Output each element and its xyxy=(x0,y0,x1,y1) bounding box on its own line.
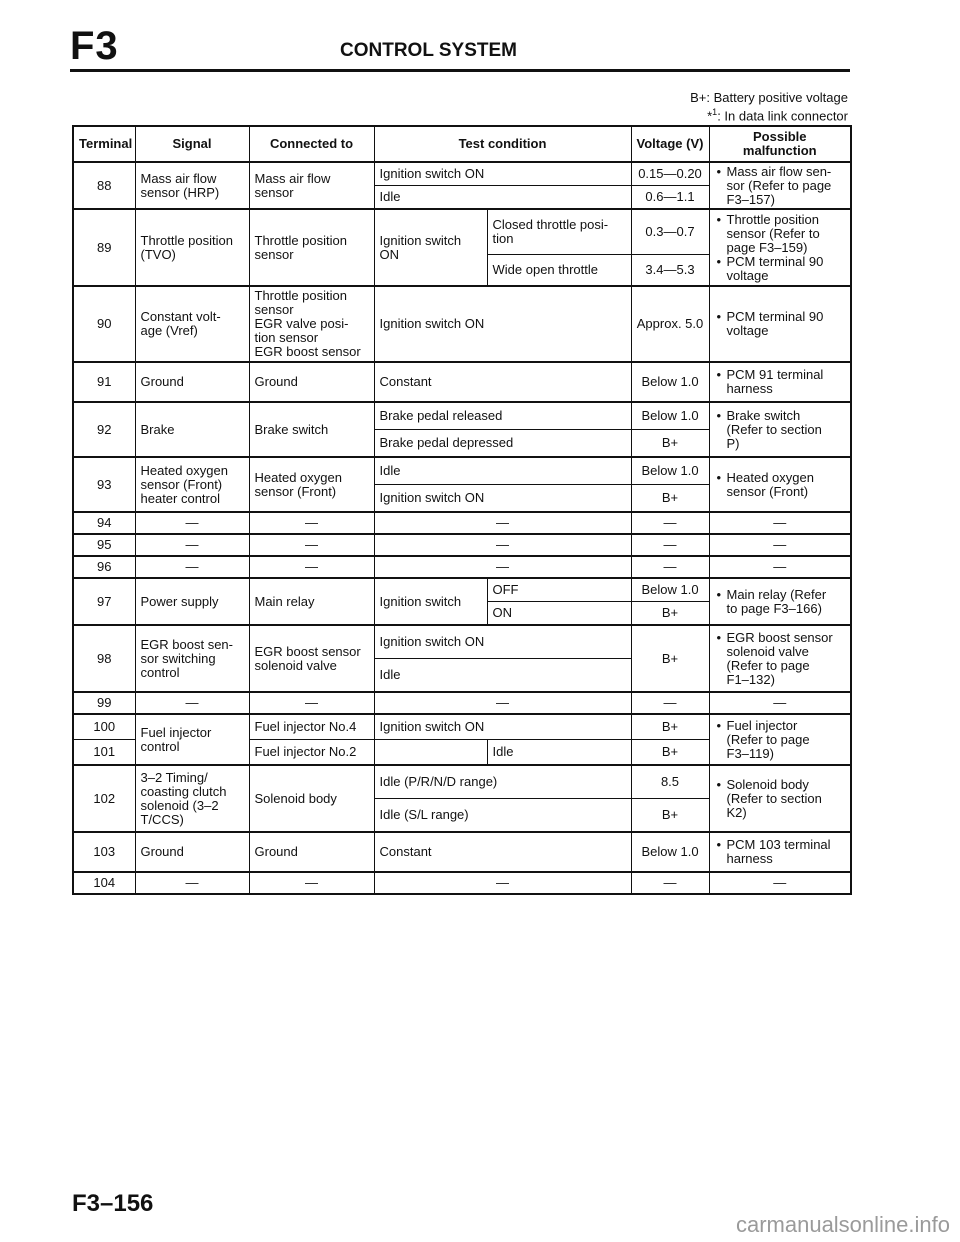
connected-cell: — xyxy=(249,534,374,556)
connected-cell: — xyxy=(249,512,374,534)
col-malfunction: Possible malfunction xyxy=(709,126,851,162)
malfunction-cell: — xyxy=(709,872,851,894)
condition-cell: Idle (P/R/N/D range) xyxy=(374,765,631,799)
connected-cell: — xyxy=(249,872,374,894)
col-connected-to: Connected to xyxy=(249,126,374,162)
malfunction-item: • Heated oxygen sensor (Front) xyxy=(727,471,846,499)
terminal-cell: 89 xyxy=(73,209,135,286)
connected-cell: Fuel injector No.4 xyxy=(249,714,374,740)
condition-cell: — xyxy=(374,692,631,714)
table-row xyxy=(73,625,851,659)
note-mark: * xyxy=(707,108,713,124)
table-row xyxy=(73,765,851,799)
voltage-cell: 0.3—0.7 xyxy=(631,209,709,255)
malfunction-cell xyxy=(709,625,851,692)
voltage-cell: B+ xyxy=(631,799,709,833)
condition-cell: Ignition switch ON xyxy=(374,625,631,659)
terminal-cell: 93 xyxy=(73,457,135,512)
condition-cell: Ignition switch ON xyxy=(374,162,631,186)
connected-cell: Main relay xyxy=(249,578,374,625)
connected-cell: Throttle position sensor xyxy=(249,209,374,286)
signal-cell: — xyxy=(135,692,249,714)
col-terminal: Terminal xyxy=(73,126,135,162)
voltage-cell: 3.4—5.3 xyxy=(631,255,709,287)
condition-cell: — xyxy=(374,872,631,894)
subcondition-cell: Wide open throttle xyxy=(487,255,631,287)
connected-cell: Heated oxygen sensor (Front) xyxy=(249,457,374,512)
terminal-cell: 100 xyxy=(73,714,135,740)
connected-cell: — xyxy=(249,556,374,578)
condition-cell: Ignition switch ON xyxy=(374,209,487,286)
malfunction-item: • Mass air flow sen- sor (Refer to page F3–157) xyxy=(727,165,846,207)
terminal-cell: 102 xyxy=(73,765,135,832)
condition-cell: Ignition switch xyxy=(374,578,487,625)
table-row xyxy=(73,402,851,430)
signal-cell: Brake xyxy=(135,402,249,457)
header-rule xyxy=(70,69,850,72)
signal-cell: Ground xyxy=(135,832,249,872)
signal-cell: — xyxy=(135,534,249,556)
connected-cell: — xyxy=(249,692,374,714)
terminal-cell: 90 xyxy=(73,286,135,362)
note-text: : In data link connector xyxy=(717,108,848,124)
note-data-link xyxy=(690,105,848,123)
malfunction-item: • Main relay (Refer to page F3–166) xyxy=(727,588,846,616)
signal-cell: — xyxy=(135,512,249,534)
condition-cell: Constant xyxy=(374,362,631,402)
malfunction-cell xyxy=(709,765,851,832)
malfunction-cell xyxy=(709,832,851,872)
subcondition-cell: Idle xyxy=(487,740,631,766)
terminal-cell: 92 xyxy=(73,402,135,457)
malfunction-cell xyxy=(709,162,851,209)
connected-cell: Solenoid body xyxy=(249,765,374,832)
voltage-cell: B+ xyxy=(631,485,709,513)
terminal-cell: 98 xyxy=(73,625,135,692)
table-row xyxy=(73,534,851,556)
terminal-cell: 99 xyxy=(73,692,135,714)
connected-cell: Throttle position sensor EGR valve posi- tion sensor EGR boost sensor xyxy=(249,286,374,362)
malfunction-cell xyxy=(709,286,851,362)
section-code: F3 xyxy=(70,24,119,68)
table-row xyxy=(73,714,851,740)
malfunction-item: • Solenoid body (Refer to section K2) xyxy=(727,778,846,820)
condition-cell: Brake pedal released xyxy=(374,402,631,430)
voltage-cell: — xyxy=(631,872,709,894)
signal-cell: Ground xyxy=(135,362,249,402)
malfunction-cell: — xyxy=(709,556,851,578)
table-row xyxy=(73,162,851,186)
signal-cell: Mass air flow sensor (HRP) xyxy=(135,162,249,209)
terminal-cell: 91 xyxy=(73,362,135,402)
terminal-cell: 97 xyxy=(73,578,135,625)
connected-cell: Mass air flow sensor xyxy=(249,162,374,209)
voltage-cell: — xyxy=(631,534,709,556)
malfunction-cell xyxy=(709,209,851,286)
voltage-cell: B+ xyxy=(631,740,709,766)
table-row xyxy=(73,872,851,894)
voltage-cell: — xyxy=(631,512,709,534)
terminal-cell: 88 xyxy=(73,162,135,209)
col-test-condition: Test condition xyxy=(374,126,631,162)
col-signal: Signal xyxy=(135,126,249,162)
voltage-cell: B+ xyxy=(631,602,709,626)
condition-cell: Ignition switch ON xyxy=(374,714,631,740)
malfunction-item: • PCM 103 terminal harness xyxy=(727,838,846,866)
condition-cell: Idle xyxy=(374,186,631,210)
table-header-row xyxy=(73,126,851,162)
voltage-cell: Below 1.0 xyxy=(631,578,709,602)
voltage-cell: — xyxy=(631,556,709,578)
malfunction-cell xyxy=(709,578,851,625)
connected-cell: EGR boost sensor solenoid valve xyxy=(249,625,374,692)
subcondition-cell: ON xyxy=(487,602,631,626)
condition-cell: — xyxy=(374,556,631,578)
malfunction-cell xyxy=(709,402,851,457)
voltage-cell: B+ xyxy=(631,714,709,740)
condition-cell: — xyxy=(374,512,631,534)
condition-cell: Idle (S/L range) xyxy=(374,799,631,833)
malfunction-cell: — xyxy=(709,512,851,534)
malfunction-cell: — xyxy=(709,692,851,714)
malfunction-cell: — xyxy=(709,534,851,556)
page-number: F3–156 xyxy=(72,1190,154,1217)
table-row xyxy=(73,286,851,362)
signal-cell: — xyxy=(135,872,249,894)
voltage-cell: — xyxy=(631,692,709,714)
voltage-cell: B+ xyxy=(631,625,709,692)
voltage-cell: Below 1.0 xyxy=(631,402,709,430)
terminal-cell: 94 xyxy=(73,512,135,534)
signal-cell: Throttle position (TVO) xyxy=(135,209,249,286)
terminal-spec-table xyxy=(72,125,852,895)
note-battery-voltage: B+: Battery positive voltage xyxy=(690,90,848,105)
connected-cell: Ground xyxy=(249,832,374,872)
page-title: CONTROL SYSTEM xyxy=(340,40,517,61)
voltage-cell: 0.6—1.1 xyxy=(631,186,709,210)
voltage-cell: Below 1.0 xyxy=(631,362,709,402)
signal-cell: EGR boost sen- sor switching control xyxy=(135,625,249,692)
condition-cell: Ignition switch ON xyxy=(374,485,631,513)
watermark: carmanualsonline.info xyxy=(735,1212,950,1237)
terminal-cell: 104 xyxy=(73,872,135,894)
voltage-cell: Below 1.0 xyxy=(631,832,709,872)
signal-cell: Fuel injector control xyxy=(135,714,249,765)
malfunction-item: • Fuel injector (Refer to page F3–119) xyxy=(727,719,846,761)
malfunction-cell xyxy=(709,457,851,512)
terminal-cell: 96 xyxy=(73,556,135,578)
malfunction-item: • PCM 91 terminal harness xyxy=(727,368,846,396)
subcondition-cell: OFF xyxy=(487,578,631,602)
connected-cell: Brake switch xyxy=(249,402,374,457)
table-row xyxy=(73,209,851,255)
condition-cell: — xyxy=(374,534,631,556)
table-row xyxy=(73,578,851,602)
condition-cell-empty xyxy=(374,740,487,766)
terminal-cell: 101 xyxy=(73,740,135,766)
table-row xyxy=(73,512,851,534)
note-superscript: 1 xyxy=(712,107,718,117)
signal-cell: 3–2 Timing/ coasting clutch solenoid (3–2 T/CCS) xyxy=(135,765,249,832)
table-row xyxy=(73,692,851,714)
condition-cell: Idle xyxy=(374,457,631,485)
malfunction-item: • PCM terminal 90 voltage xyxy=(727,255,846,283)
table-row xyxy=(73,556,851,578)
signal-cell: Heated oxygen sensor (Front) heater control xyxy=(135,457,249,512)
signal-cell: Power supply xyxy=(135,578,249,625)
connected-cell: Ground xyxy=(249,362,374,402)
malfunction-item: • PCM terminal 90 voltage xyxy=(727,310,846,338)
condition-cell: Brake pedal depressed xyxy=(374,430,631,458)
malfunction-item: • Brake switch (Refer to section P) xyxy=(727,409,846,451)
condition-cell: Ignition switch ON xyxy=(374,286,631,362)
table-row xyxy=(73,362,851,402)
table-row xyxy=(73,457,851,485)
table-row xyxy=(73,832,851,872)
condition-cell: Constant xyxy=(374,832,631,872)
voltage-cell: 0.15—0.20 xyxy=(631,162,709,186)
col-voltage: Voltage (V) xyxy=(631,126,709,162)
voltage-cell: 8.5 xyxy=(631,765,709,799)
malfunction-item: • EGR boost sensor solenoid valve (Refer to page F1–132) xyxy=(727,631,846,687)
voltage-cell: B+ xyxy=(631,430,709,458)
voltage-cell: Approx. 5.0 xyxy=(631,286,709,362)
terminal-cell: 103 xyxy=(73,832,135,872)
legend-notes xyxy=(690,90,848,123)
signal-cell: — xyxy=(135,556,249,578)
signal-cell: Constant volt- age (Vref) xyxy=(135,286,249,362)
condition-cell: Idle xyxy=(374,659,631,693)
malfunction-cell xyxy=(709,362,851,402)
voltage-cell: Below 1.0 xyxy=(631,457,709,485)
malfunction-cell xyxy=(709,714,851,765)
connected-cell: Fuel injector No.2 xyxy=(249,740,374,766)
terminal-cell: 95 xyxy=(73,534,135,556)
malfunction-item: • Throttle position sensor (Refer to page F3–159) xyxy=(727,213,846,255)
subcondition-cell: Closed throttle posi- tion xyxy=(487,209,631,255)
